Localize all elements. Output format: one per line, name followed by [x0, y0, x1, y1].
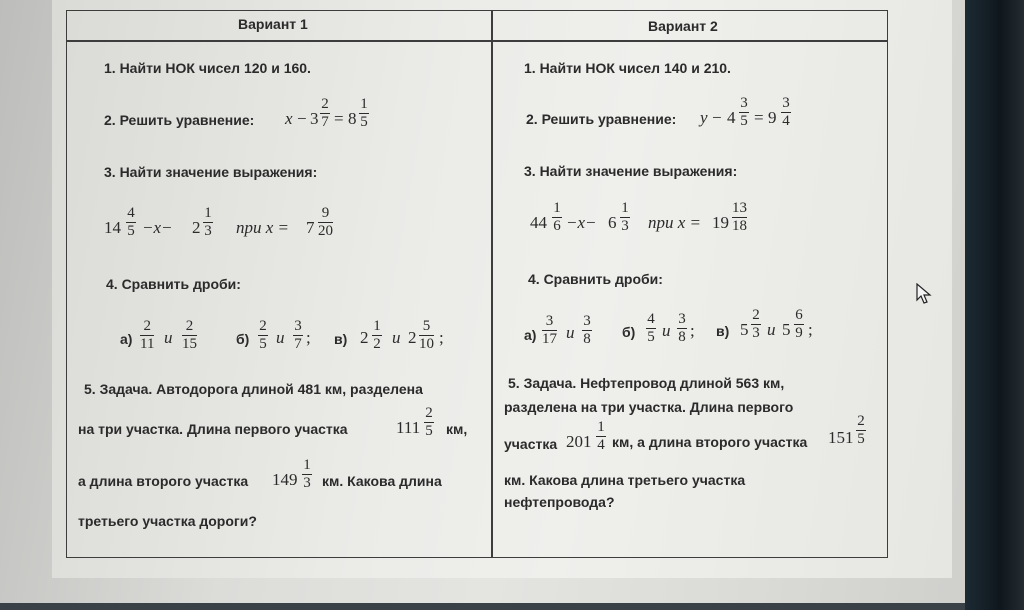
v1-task-5-number: 111	[396, 418, 421, 437]
fraction: 3 4	[782, 95, 790, 129]
v1-task-5-line-1: 5. Задача. Автодорога длиной 481 км, разделена	[84, 381, 423, 397]
fraction: 3 5	[740, 95, 748, 129]
fraction: 13 18	[732, 200, 747, 234]
v2-task-1: 1. Найти НОК чисел 140 и 210.	[524, 60, 731, 76]
fraction: 2 15	[182, 318, 197, 352]
v1-task-5-unit: км,	[446, 421, 468, 437]
variant-1-title: Вариант 1	[238, 16, 308, 32]
fraction: 2 5	[425, 405, 433, 439]
v2-task-5-number: 201	[566, 432, 592, 451]
fraction: 3 8	[583, 313, 591, 347]
v1-task-5-number: 149	[272, 470, 298, 489]
v1-task-5-line-4: третьего участка дороги?	[78, 513, 257, 529]
v2-task-5-line-1: 5. Задача. Нефтепровод длиной 563 км,	[508, 375, 785, 391]
fraction: 5 10	[419, 318, 434, 352]
fraction: 2 11	[140, 318, 155, 352]
fraction: 3 7	[294, 318, 302, 352]
monitor-bezel	[965, 0, 1024, 610]
fraction: 4 5	[647, 311, 655, 345]
v2-task-5-line-4: км. Какова длина третьего участка	[504, 472, 746, 488]
fraction: 1 3	[621, 200, 629, 234]
v2-task-5-mid: км, а длина второго участка	[612, 434, 808, 450]
v1-task-1: 1. Найти НОК чисел 120 и 160.	[104, 60, 311, 76]
variant-2-title: Вариант 2	[648, 18, 718, 34]
fraction: 2 5	[259, 318, 267, 352]
fraction: 2 7	[321, 96, 329, 130]
fraction: 4 5	[127, 205, 135, 239]
v2-task-4: 4. Сравнить дроби:	[528, 271, 663, 287]
fraction: 1 2	[373, 318, 381, 352]
fraction: 1 6	[553, 200, 561, 234]
v1-task-2: 2. Решить уравнение:	[104, 112, 255, 128]
fraction: 1 5	[360, 96, 368, 130]
mouse-cursor-icon	[915, 283, 933, 305]
v1-task-3: 3. Найти значение выражения:	[104, 164, 318, 180]
v2-task-5-line-5: нефтепровода?	[504, 494, 615, 510]
v1-task-5-line-2: на три участка. Длина первого участка	[78, 421, 348, 437]
fraction: 1 3	[204, 205, 212, 239]
fraction: 1 4	[597, 419, 605, 453]
table-column-divider	[491, 10, 493, 558]
v2-task-2: 2. Решить уравнение:	[526, 111, 677, 127]
v2-task-5-number: 151	[828, 428, 854, 447]
v2-task-5-line-2: разделена на три участка. Длина первого	[504, 399, 794, 415]
v2-task-3: 3. Найти значение выражения:	[524, 163, 738, 179]
fraction: 3 17	[542, 313, 557, 347]
fraction: 2 5	[857, 413, 865, 447]
fraction: 9 20	[318, 205, 333, 239]
table-header-divider	[66, 40, 888, 42]
fraction: 1 3	[303, 457, 311, 491]
v1-task-5-line-3: а длина второго участка	[78, 473, 249, 489]
fraction: 3 8	[678, 311, 686, 345]
fraction: 2 3	[752, 307, 760, 341]
fraction: 6 9	[795, 307, 803, 341]
v2-task-5-line-3: участка	[504, 436, 558, 452]
v1-task-4: 4. Сравнить дроби:	[106, 276, 241, 292]
v1-task-5-unit: км. Какова длина	[322, 473, 442, 489]
